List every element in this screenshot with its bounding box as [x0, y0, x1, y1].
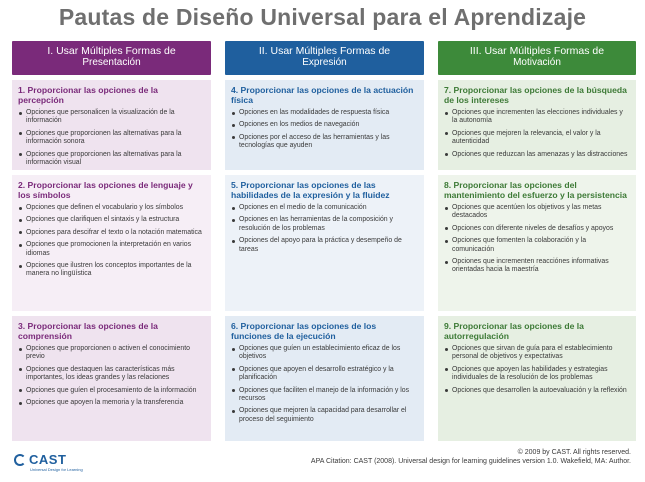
citation-text: APA Citation: CAST (2008). Universal design for learning guidelines version 1.0. Wakefield, MA: Author. [310, 458, 631, 465]
list-item: Opciones que faciliten el manejo de la información y los recursos [231, 387, 418, 404]
list-item: Opciones que guíen un establecimiento eficaz de los objetivos [231, 345, 418, 362]
column-header-subline: Motivación [513, 57, 561, 68]
guideline-9 [438, 316, 636, 441]
guidelines-grid [12, 41, 636, 441]
guideline-list [231, 345, 418, 424]
column-header-expression [225, 41, 424, 75]
list-item: Opciones que acentúen los objetivos y las metas destacados [444, 204, 630, 221]
guideline-title: 1. Proporcionar las opciones de la percepción [18, 85, 158, 105]
guideline-1 [12, 80, 211, 170]
column-header-presentation [12, 41, 211, 75]
list-item: Opciones que incrementen reacciónes informativas orientadas hacia la maestría [444, 258, 630, 275]
page-title: Pautas de Diseño Universal para el Aprendizaje [58, 4, 587, 30]
list-item: Opciones que apoyen las habilidades y estrategias individuales de la resolución de los problemas [444, 366, 630, 383]
column-header-line: II. Usar Múltiples Formas de [258, 45, 391, 57]
guideline-list [231, 204, 418, 254]
guideline-4 [225, 80, 424, 170]
column-header-subline: Expresión [302, 57, 347, 68]
list-item: Opciones que promocionen la interpretación en varios idiomas [18, 241, 205, 258]
guideline-3 [12, 316, 211, 441]
footer-credits [311, 448, 631, 466]
cast-logo-text: CAST [29, 452, 67, 467]
cast-logo-icon [14, 454, 26, 466]
list-item: Opciones en las modalidades de respuesta física [231, 109, 418, 117]
guideline-2 [12, 175, 211, 311]
list-item: Opciones que ilustren los conceptos importantes de la manera no lingüística [18, 262, 205, 279]
guideline-5 [225, 175, 424, 311]
guideline-list [444, 109, 630, 159]
cast-logo-tagline: Universal Design for Learning [30, 467, 83, 472]
list-item: Opciones que mejoren la relevancia, el valor y la autenticidad [444, 130, 630, 147]
list-item: Opciones que desarrollen la autoevaluación y la reflexión [444, 387, 630, 395]
guideline-title: 3. Proporcionar las opciones de la comprensión [18, 321, 158, 341]
guideline-6 [225, 316, 424, 441]
guideline-list [18, 204, 205, 279]
list-item: Opciones por el acceso de las herramientas y las tecnologías que ayuden [231, 134, 418, 151]
column-header-subline: Presentación [82, 57, 141, 68]
list-item: Opciones que apoyen el desarrollo estratégico y la planificación [231, 366, 418, 383]
list-item: Opciones que reduzcan las amenazas y las distracciones [444, 151, 630, 159]
list-item: Opciones que sirvan de guía para el establecimiento personal de objetivos y expectativas [444, 345, 630, 362]
list-item: Opciones en el medio de la comunicación [231, 204, 418, 212]
list-item: Opciones del apoyo para la práctica y desempeño de tareas [231, 237, 418, 254]
list-item: Opciones que incrementen las elecciones individuales y la autonomía [444, 109, 630, 126]
list-item: Opciones para descifrar el texto o la notación matematica [18, 229, 205, 237]
list-item: Opciones que proporcionen las alternativas para la información visual [18, 151, 205, 168]
list-item: Opciones que apoyen la memoria y la transferencia [18, 399, 205, 407]
list-item: Opciones que clarifiquen el sintaxis y la estructura [18, 216, 205, 224]
guideline-title: 9. Proporcionar las opciones de la autorregulación [444, 321, 584, 341]
list-item: Opciones que fomenten la colaboración y la comunicación [444, 237, 630, 254]
guideline-title: 7. Proporcionar las opciones de la búsqueda de los intereses [444, 85, 627, 105]
column-header-line: I. Usar Múltiples Formas de [47, 45, 176, 57]
cast-logo [14, 452, 83, 472]
list-item: Opciones que destaquen las características más importantes, los ideas grandes y las relaciones [18, 366, 205, 383]
guideline-title: 6. Proporcionar las opciones de los funciones de la ejecución [231, 321, 377, 341]
list-item: Opciones en los medios de navegación [231, 121, 418, 129]
list-item: Opciones que proporcionen o activen el conocimiento previo [18, 345, 205, 362]
column-header-line: III. Usar Múltiples Formas de [469, 45, 605, 57]
guideline-title: 4. Proporcionar las opciones de la actuación física [231, 85, 414, 105]
guideline-list [444, 204, 630, 275]
list-item: Opciones que proporcionen las alternativas para la información sonora [18, 130, 205, 147]
list-item: Opciones en las herramientas de la composición y resolución de los problemas [231, 216, 418, 233]
guideline-list [18, 345, 205, 407]
list-item: Opciones con diferente niveles de desafíos y apoyos [444, 225, 630, 233]
list-item: Opciones que personalicen la visualización de la información [18, 109, 205, 126]
list-item: Opciones que mejoren la capacidad para desarrollar el proceso del seguimiento [231, 407, 418, 424]
guideline-title: 5. Proporcionar las opciones de las habilidades de la expresión y la fluidez [231, 180, 390, 200]
list-item: Opciones que guíen el procesamiento de la información [18, 387, 205, 395]
guideline-7 [438, 80, 636, 170]
guideline-8 [438, 175, 636, 311]
guideline-list [444, 345, 630, 395]
list-item: Opciones que definen el vocabulario y los símbolos [18, 204, 205, 212]
copyright-text: © 2009 by CAST. All rights reserved. [517, 449, 631, 456]
guideline-title: 8. Proporcionar las opciones del mantenimiento del esfuerzo y la persistencia [444, 180, 627, 200]
guideline-title: 2. Proporcionar las opciones de lenguaje y los símbolos [18, 180, 193, 200]
column-header-motivation [438, 41, 636, 75]
guideline-list [231, 109, 418, 151]
guideline-list [18, 109, 205, 167]
